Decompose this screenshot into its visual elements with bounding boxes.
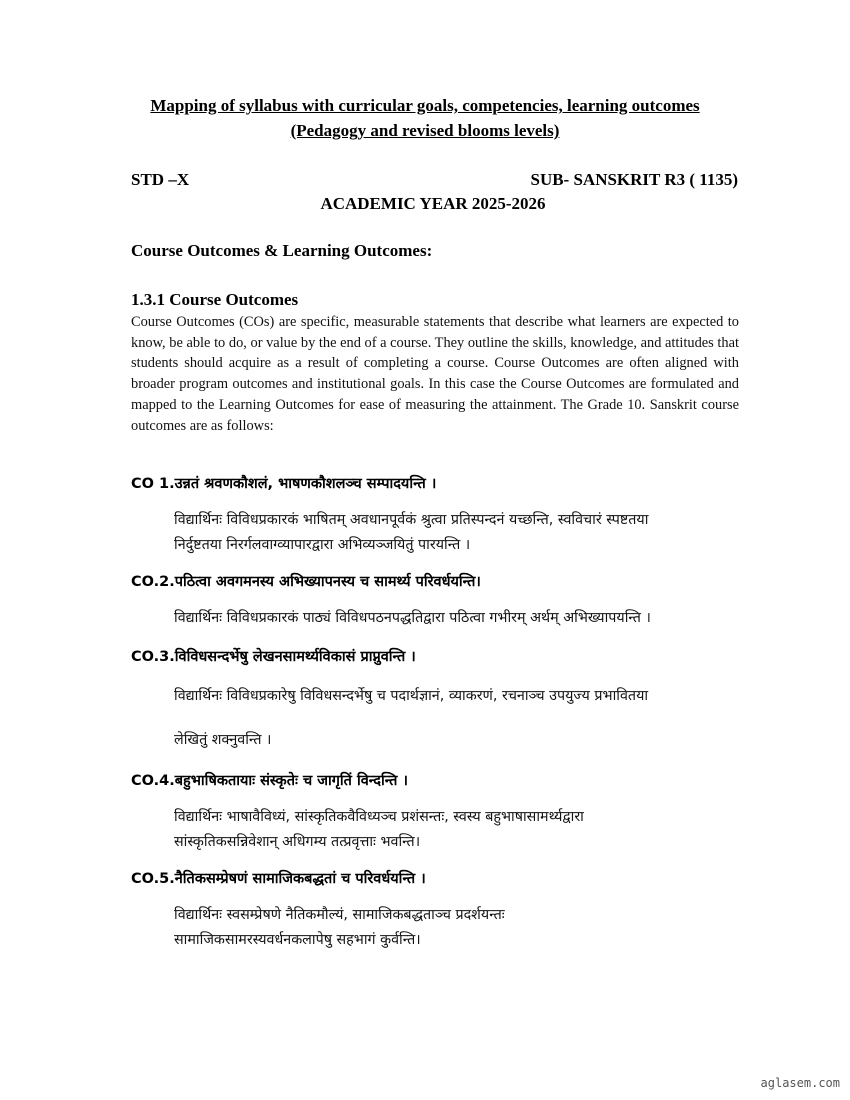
- co4-title: CO.4.बहुभाषिकतायाः संस्कृतेः च जागृतिं विन्दन्ति ।: [131, 773, 408, 789]
- document-title-line1: Mapping of syllabus with curricular goals, competencies, learning outcomes: [150, 96, 700, 115]
- co5-title: CO.5.नैतिकसम्प्रेषणं सामाजिकबद्धतां च परिवर्धयन्ति ।: [131, 871, 426, 887]
- subsection-heading: 1.3.1 Course Outcomes: [131, 290, 299, 309]
- co1-line2: निर्दुष्टतया निरर्गलवाग्व्यापारद्वारा अभिव्यञ्जयितुं पारयन्ति ।: [174, 537, 471, 553]
- document-title-line2: (Pedagogy and revised blooms levels): [290, 121, 560, 140]
- co2-line1: विद्यार्थिनः विविधप्रकारकं पाठ्यं विविधपठनपद्धतिद्वारा पठित्वा गभीरम् अर्थम् अभिख्यापयन्ति ।: [174, 610, 651, 626]
- co3-line2: लेखितुं शक्नुवन्ति ।: [174, 732, 272, 748]
- co4-line2: सांस्कृतिकसन्निवेशान् अधिगम्य तत्प्रवृत्ताः भवन्ति।: [174, 834, 421, 850]
- co3-title: CO.3.विविधसन्दर्भेषु लेखनसामर्थ्यविकासं प्राप्नुवन्ति ।: [131, 649, 416, 665]
- section-heading: Course Outcomes & Learning Outcomes:: [131, 241, 433, 260]
- co4-line1: विद्यार्थिनः भाषावैविध्यं, सांस्कृतिकवैविध्यञ्च प्रशंसन्तः, स्वस्य बहुभाषासामर्थ्यद्वारा: [174, 809, 584, 825]
- co5-body: [174, 903, 774, 953]
- std-label: STD –X: [131, 170, 190, 189]
- subject-label: SUB- SANSKRIT R3 ( 1135): [530, 170, 738, 189]
- co3-line1: विद्यार्थिनः विविधप्रकारेषु विविधसन्दर्भेषु च पदार्थज्ञानं, व्याकरणं, रचनाञ्च उपयुज्य प्रभावितया: [174, 688, 649, 704]
- co5-line2: सामाजिकसामरस्यवर्धनकलापेषु सहभागं कुर्वन्ति।: [174, 932, 421, 948]
- co1-line1: विद्यार्थिनः विविधप्रकारकं भाषितम् अवधानपूर्वकं श्रुत्वा प्रतिस्पन्दनं यच्छन्ति, स्वविचारं स्पष्टतया: [174, 512, 649, 528]
- course-outcomes-paragraph: Course Outcomes (COs) are specific, measurable statements that describe what learners are expected to know, be able to do, or value by the end of a course. They outline the skills, knowledge, and attitudes that students should acquire as a result of completing a course. Course Outcomes are often aligned with broader program outcomes and institutional goals. In this case the Course Outcomes are formulated and mapped to the Learning Outcomes for ease of measuring the attainment. The Grade 10. Sanskrit course outcomes are as follows:: [131, 314, 739, 434]
- watermark-link[interactable]: aglasem.com: [760, 1076, 840, 1090]
- co1-title: CO 1.उन्नतं श्रवणकौशलं, भाषणकौशलञ्च सम्पादयन्ति ।: [131, 476, 437, 492]
- co3-body-cont: [174, 728, 774, 753]
- co2-title: CO.2.पठित्वा अवगमनस्य अभिख्यापनस्य च सामर्थ्य परिवर्धयन्ति।: [131, 574, 481, 590]
- co1-body: [174, 508, 774, 558]
- academic-year: ACADEMIC YEAR 2025-2026: [320, 194, 546, 213]
- co2-body: [174, 606, 774, 631]
- co5-line1: विद्यार्थिनः स्वसम्प्रेषणे नैतिकमौल्यं, सामाजिकबद्धताञ्च प्रदर्शयन्तः: [174, 907, 505, 923]
- co3-body: [174, 684, 774, 709]
- co4-body: [174, 805, 774, 855]
